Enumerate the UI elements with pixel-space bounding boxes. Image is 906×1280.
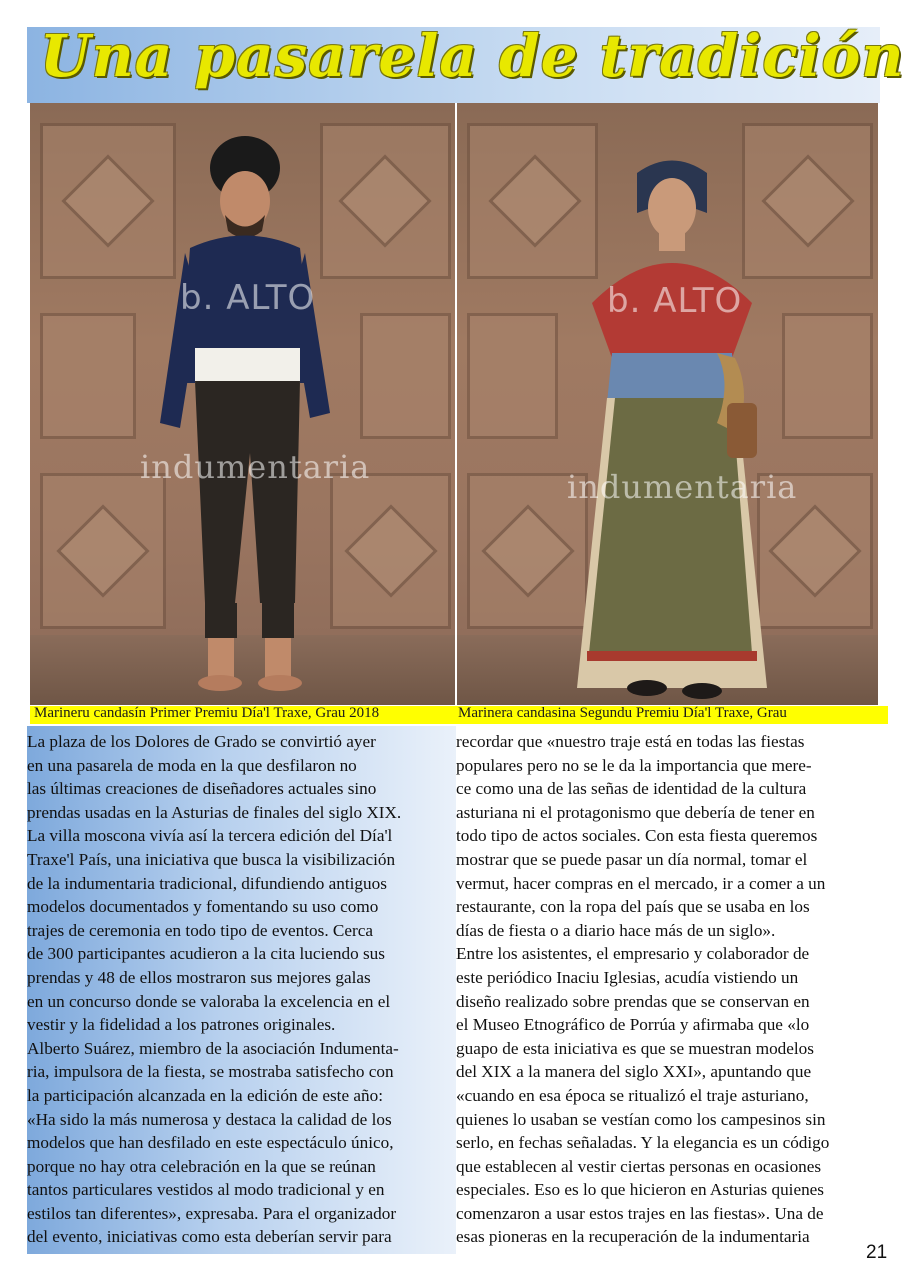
watermark-text: indumentaria (567, 468, 798, 506)
article-line: la participación alcanzada en la edición de este año: (27, 1085, 383, 1105)
article-line: serlo, en fechas señaladas. Y la elegancia es un código (456, 1133, 830, 1153)
article-line: días de fiesta o a diario hace más de un siglo». (456, 920, 776, 940)
article-line: este periódico Inaciu Iglesias, acudía vistiendo un (456, 967, 799, 987)
article-line: quienes lo usaban se vestían como los campesinos sin (456, 1109, 826, 1129)
article-line: comenzaron a usar estos trajes en las fiestas». Una de (456, 1203, 824, 1223)
article-column-left (27, 730, 452, 1249)
article-line: «cuando en esa época se ritualizó el traje asturiano, (456, 1085, 809, 1105)
female-figure (567, 153, 777, 703)
caption-left: Marineru candasín Primer Premiu Día'l Traxe, Grau 2018 (34, 705, 380, 721)
article-line: de la indumentaria tradicional, difundiendo antiguos (27, 873, 387, 893)
article-line: especiales. Eso es lo que hicieron en Asturias quienes (456, 1180, 824, 1200)
article-line: modelos documentados y fomentando su uso como (27, 897, 379, 917)
article-line: prendas usadas en la Asturias de finales del siglo XIX. (27, 802, 402, 822)
article-line: todo tipo de actos sociales. Con esta fiesta queremos (456, 826, 818, 846)
article-line: estilos tan diferentes», expresaba. Para el organizador (27, 1203, 397, 1223)
article-line: Alberto Suárez, miembro de la asociación Indumenta- (27, 1038, 399, 1058)
article-line: «Ha sido la más numerosa y destaca la calidad de los (27, 1109, 392, 1129)
caption-right: Marinera candasina Segundu Premiu Día'l Traxe, Grau (458, 705, 787, 721)
article-line: guapo de esta iniciativa es que se muestran modelos (456, 1038, 814, 1058)
article-line: tantos particulares vestidos al modo tradicional y en (27, 1180, 385, 1200)
article-line: diseño realizado sobre prendas que se conservan en (456, 991, 810, 1011)
article-line: de 300 participantes acudieron a la cita luciendo sus (27, 944, 385, 964)
article-line: La plaza de los Dolores de Grado se convirtió ayer (27, 732, 376, 751)
article-line: Entre los asistentes, el empresario y colaborador de (456, 944, 810, 964)
wall-panel (360, 313, 451, 439)
article-line: vestir y la fidelidad a los patrones originales. (27, 1015, 336, 1035)
article-line: restaurante, con la ropa del país que se usaba en los (456, 897, 810, 917)
photo-male-costume (30, 103, 455, 705)
article-line: vermut, hacer compras en el mercado, ir a comer a un (456, 873, 826, 893)
watermark-logo: b. ALTO (180, 278, 316, 318)
page-number: 21 (866, 1242, 888, 1263)
article-line: Traxe'l País, una iniciativa que busca la visibilización (27, 849, 396, 869)
wall-panel (782, 313, 873, 439)
article-line: del evento, iniciativas como esta deberían servir para (27, 1227, 392, 1247)
article-line: asturiana ni el protagonismo que debería de tener en (456, 802, 815, 822)
article-line: en una pasarela de moda en la que desfilaron no (27, 755, 357, 775)
article-line: recordar que «nuestro traje está en todas las fiestas (456, 732, 805, 751)
article-line: modelos que han desfilado en este espectáculo único, (27, 1133, 394, 1153)
article-line: en un concurso donde se valoraba la excelencia en el (27, 991, 391, 1011)
article-line: que establecen al vestir ciertas personas en ocasiones (456, 1156, 822, 1176)
article-line: el Museo Etnográfico de Porrúa y afirmaba que «lo (456, 1015, 810, 1035)
wall-panel (467, 313, 558, 439)
photo-female-costume (457, 103, 878, 705)
article-line: trajes de ceremonia en todo tipo de eventos. Cerca (27, 920, 373, 940)
article-line: prendas y 48 de ellos mostraron sus mejores galas (27, 967, 371, 987)
article-line: mostrar que se puede pasar un día normal, tomar el (456, 849, 808, 869)
article-line: La villa moscona vivía así la tercera edición del Día'l (27, 826, 393, 846)
male-figure (150, 123, 350, 703)
wall-panel (40, 313, 136, 439)
article-line: esas pioneras en la recuperación de la indumentaria (456, 1227, 810, 1247)
article-line: porque no hay otra celebración en la que se reúnan (27, 1156, 376, 1176)
article-line: ria, impulsora de la fiesta, se mostraba satisfecho con (27, 1062, 394, 1082)
watermark-text: indumentaria (140, 448, 371, 486)
article-line: populares pero no se le da la importancia que mere- (456, 755, 812, 775)
article-line: del XIX a la manera del siglo XXI», apuntando que (456, 1062, 812, 1082)
article-line: ce como una de las señas de identidad de la cultura (456, 779, 807, 799)
page-title: Una pasarela de tradición (40, 22, 905, 90)
article-column-right (456, 730, 881, 1249)
article-line: las últimas creaciones de diseñadores actuales sino (27, 779, 377, 799)
watermark-logo: b. ALTO (607, 281, 743, 321)
